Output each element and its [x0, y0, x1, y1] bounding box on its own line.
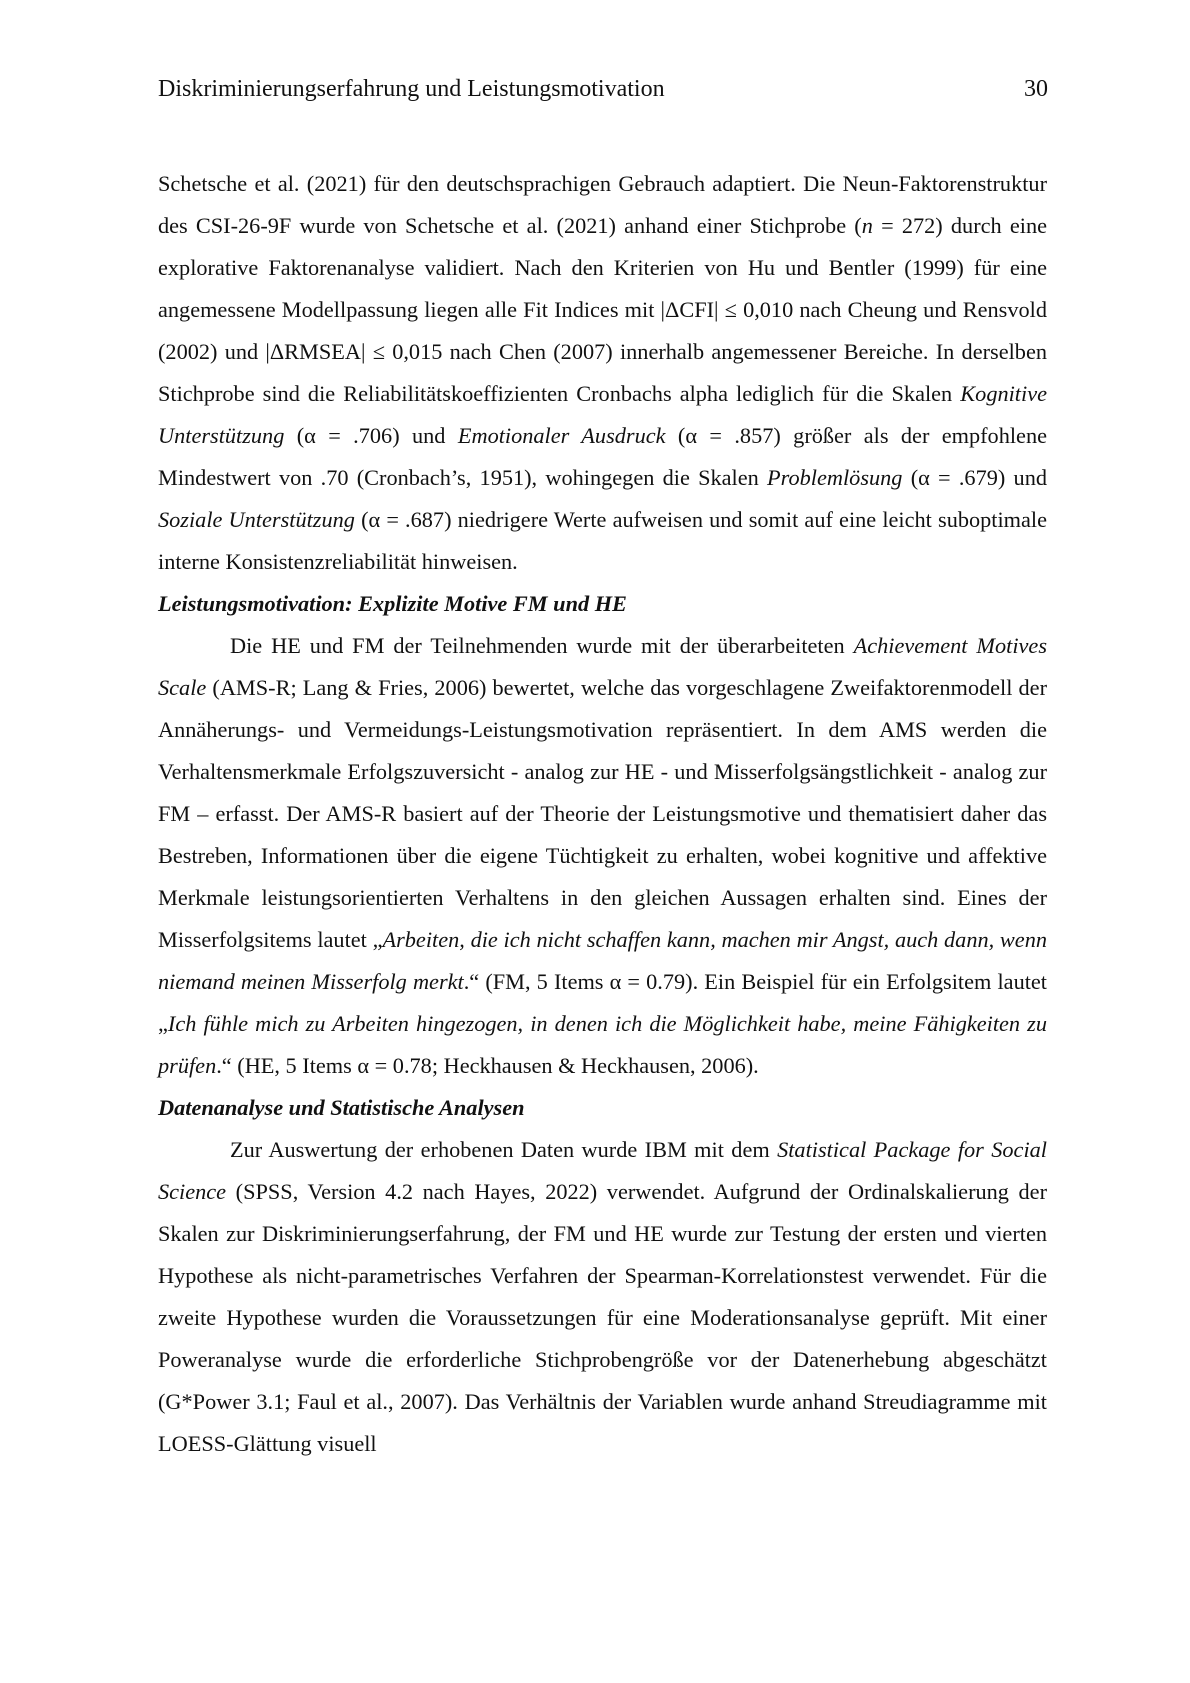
text-run: .“ (HE, 5 Items α = 0.78; Heckhausen & Heckhausen, 2006).	[216, 1053, 759, 1078]
page-number: 30	[1024, 76, 1048, 102]
section-heading-leistungsmotivation: Leistungsmotivation: Explizite Motive FM und HE	[158, 591, 627, 616]
section-heading-datenanalyse: Datenanalyse und Statistische Analysen	[158, 1095, 525, 1120]
text-run: (α = .687) niedrigere Werte aufweisen und somit auf eine leicht suboptimale interne Konsistenzreliabilität hinweisen.	[158, 507, 1048, 574]
italic-item-quote: Ich fühle mich zu Arbeiten hingezogen, in denen ich die Möglichkeit habe, meine Fähigkeiten zu prüfen	[158, 1011, 1047, 1078]
text-run: (α = .706) und	[284, 423, 458, 448]
text-run: (SPSS, Version 4.2 nach Hayes, 2022) verwendet. Aufgrund der Ordinalskalierung der Skalen zur Diskriminierungserfahrung, der FM und HE wurde zur Testung der ersten und vierten Hypothese als nicht-parametrisches Verfahren der Spearman-Korrelationstest verwendet. Für die zweite Hypothese wurden die Voraussetzungen für eine Moderationsanalyse geprüft. Mit einer Poweranalyse wurde die erforderliche Stichprobengröße vor der Datenerhebung abgeschätzt (G*Power 3.1; Faul et al., 2007). Das Verhältnis der Variablen wurde anhand Streudiagramme mit LOESS-Glättung visuell	[158, 1179, 1047, 1456]
italic-scale-name: Emotionaler Ausdruck	[457, 423, 666, 448]
text-run: Schetsche et al. (2021) für den deutschsprachigen Gebrauch adaptiert. Die Neun-Faktorenstruktur des CSI-26-9F wurde von Schetsche et al. (2021) anhand einer Stichprobe (	[158, 171, 1047, 238]
italic-software-name: Statistical Package for Social Science	[158, 1137, 1047, 1204]
italic-item-quote: Arbeiten, die ich nicht schaffen kann, machen mir Angst, auch dann, wenn niemand meinen Misserfolg merkt	[158, 927, 1047, 994]
text-run: Zur Auswertung der erhobenen Daten wurde IBM mit dem	[230, 1137, 778, 1162]
text-run: .“ (FM, 5 Items α = 0.79). Ein Beispiel für ein Erfolgsitem lautet „	[158, 969, 1047, 1036]
text-run: Die HE und FM der Teilnehmenden wurde mit der überarbeiteten	[230, 633, 854, 658]
running-head	[158, 72, 1048, 106]
text-run: (AMS-R; Lang & Fries, 2006) bewertet, welche das vorgeschlagene Zweifaktorenmodell der Annäherungs- und Vermeidungs-Leistungsmotivation repräsentiert. In dem AMS werden die Verhaltensmerkmale Erfolgszuversicht - analog zur HE - und Misserfolgsängstlichkeit - analog zur FM – erfasst. Der AMS-R basiert auf der Theorie der Leistungsmotive und thematisiert daher das Bestreben, Informationen über die eigene Tüchtigkeit zu erhalten, wobei kognitive und affektive Merkmale leistungsorientierten Verhaltens in den gleichen Aussagen erhalten sind. Eines der Misserfolgsitems lautet „	[158, 675, 1047, 952]
italic-scale-name: Problemlösung	[767, 465, 903, 490]
running-head-title: Diskriminierungserfahrung und Leistungsmotivation	[158, 76, 665, 102]
italic-scale-name: Soziale Unterstützung	[158, 507, 355, 532]
paragraph-csi-reliability	[158, 163, 1047, 583]
body-text	[158, 163, 1047, 1465]
text-run: (α = .857) größer als der empfohlene Mindestwert von .70 (Cronbach’s, 1951), wohingegen die Skalen	[158, 423, 1047, 490]
paragraph-ams-r	[158, 625, 1047, 1087]
text-run: (α = .679) und	[902, 465, 1047, 490]
italic-symbol: n	[861, 213, 873, 238]
italic-scale-name: Achievement Motives Scale	[158, 633, 1048, 700]
text-run: = 272) durch eine explorative Faktorenanalyse validiert. Nach den Kriterien von Hu und Bentler (1999) für eine angemessene Modellpassung liegen alle Fit Indices mit |ΔCFI| ≤ 0,010 nach Cheung und Rensvold (2002) und |ΔRMSEA| ≤ 0,015 nach Chen (2007) innerhalb angemessener Bereiche. In derselben Stichprobe sind die Reliabilitätskoeffizienten Cronbachs alpha lediglich für die Skalen	[158, 213, 1047, 406]
italic-scale-name: Kognitive Unterstützung	[158, 381, 1047, 448]
paragraph-datenanalyse	[158, 1129, 1047, 1465]
